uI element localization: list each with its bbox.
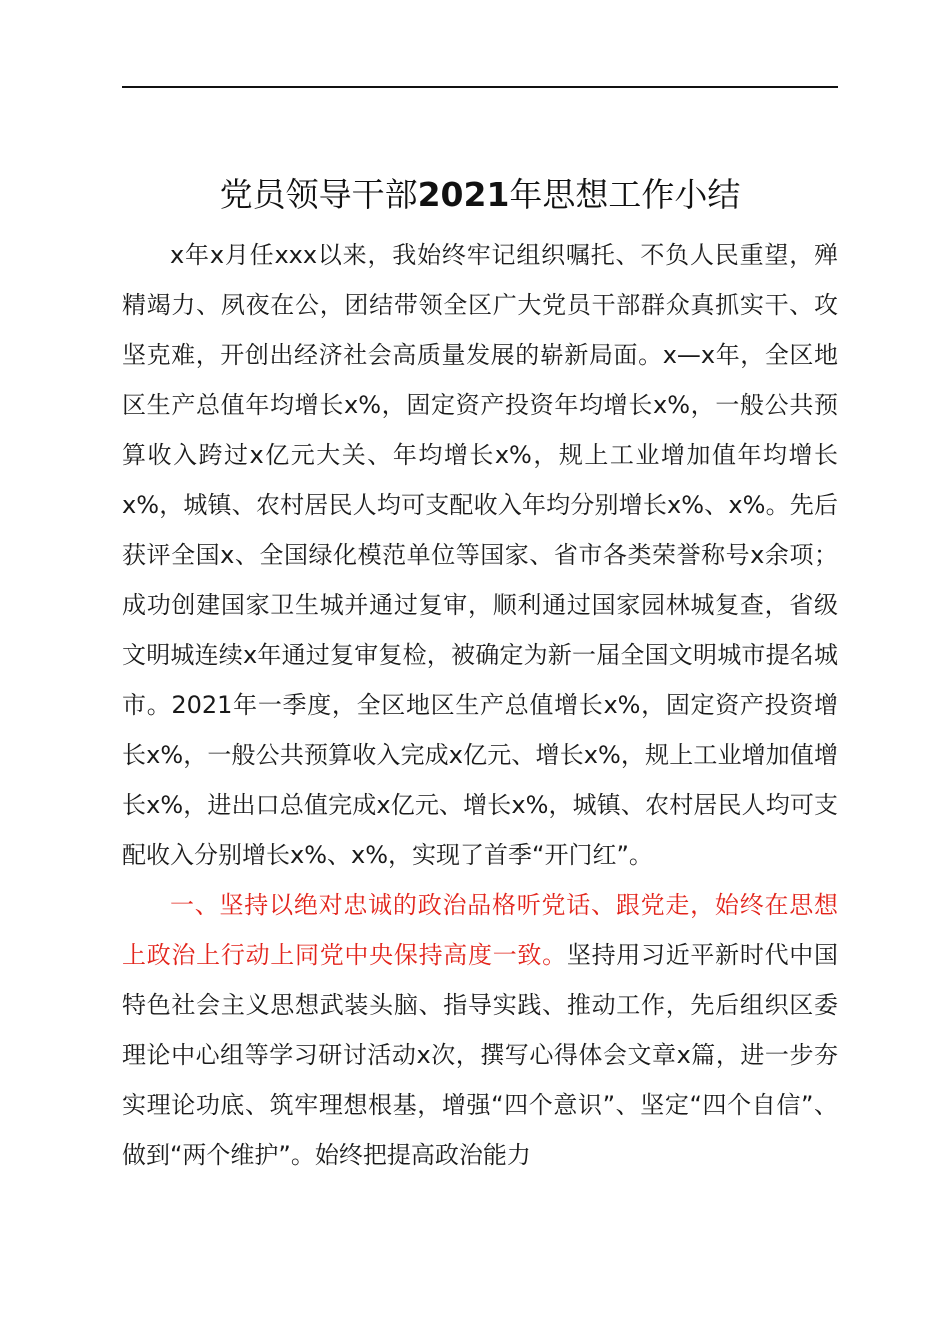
title-year: 2021	[417, 175, 510, 215]
title-suffix: 年思想工作小结	[509, 175, 741, 215]
section-heading: 一、坚持以绝对忠诚的政治品格听党话、跟党走，始终在思想上政治上行动上同党中央保持高度一致。	[122, 891, 838, 969]
header-divider	[122, 86, 838, 88]
paragraph-text: x年x月任xxx以来，我始终牢记组织嘱托、不负人民重望，殚精竭力、夙夜在公，团结带领全区广大党员干部群众真抓实干、攻坚克难，开创出经济社会高质量发展的崭新局面。x—x年，全区地区生产总值年均增长x%，固定资产投资年均增长x%，一般公共预算收入跨过x亿元大关、年均增长x%，规上工业增加值年均增长x%，城镇、农村居民人均可支配收入年均分别增长x%、x%。先后获评全国x、全国绿化模范单位等国家、省市各类荣誉称号x余项；成功创建国家卫生城并通过复审，顺利通过国家园林城复查，省级文明城连续x年通过复审复检，被确定为新一届全国文明城市提名城市。2021年一季度，全区地区生产总值增长x%，固定资产投资增长x%，一般公共预算收入完成x亿元、增长x%，规上工业增加值增长x%，进出口总值完成x亿元、增长x%，城镇、农村居民人均可支配收入分别增长x%、x%，实现了首季“开门红”。	[122, 241, 838, 869]
title-prefix: 党员领导干部	[219, 175, 418, 215]
paragraph-section-1	[122, 880, 838, 1180]
document-title	[122, 170, 838, 220]
document-body	[122, 230, 838, 1180]
paragraph-text: 坚持用习近平新时代中国特色社会主义思想武装头脑、指导实践、推动工作，先后组织区委理论中心组等学习研讨活动x次，撰写心得体会文章x篇，进一步夯实理论功底、筑牢理想根基，增强“四个意识”、坚定“四个自信”、做到“两个维护”。始终把提高政治能力	[122, 941, 839, 1169]
paragraph-intro	[122, 230, 838, 880]
